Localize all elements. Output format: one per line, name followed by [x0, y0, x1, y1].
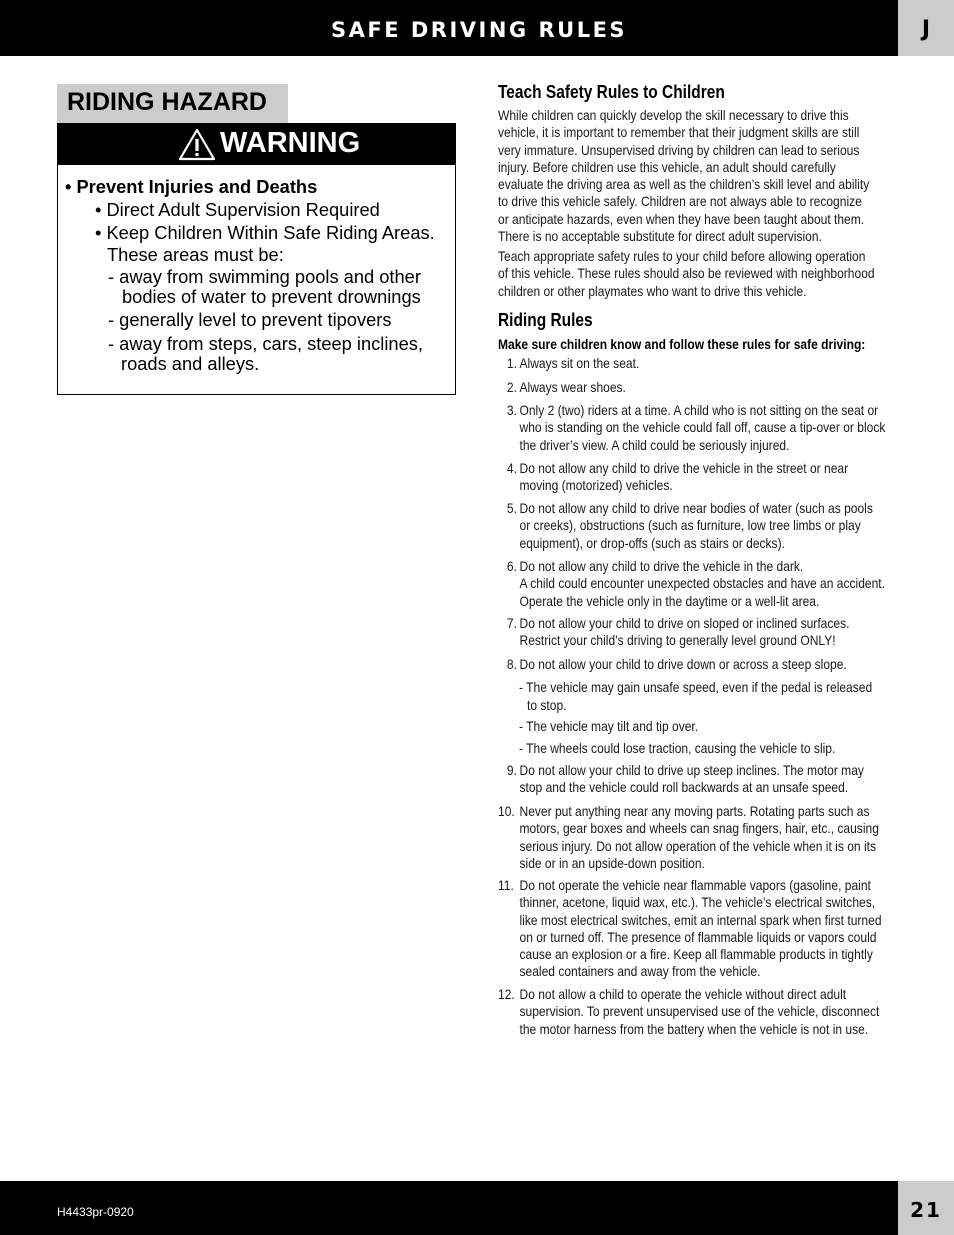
rule-sub-item: - The wheels could lose traction, causing the vehicle to slip.: [519, 740, 836, 756]
warning-line: - away from swimming pools and other: [108, 266, 421, 287]
document-code: H4433pr-0920: [57, 1205, 134, 1219]
warning-line: roads and alleys.: [121, 353, 260, 374]
riding-lead: Make sure children know and follow these rules for safe driving:: [498, 336, 866, 352]
hazard-title: RIDING HAZARD: [67, 88, 267, 116]
warning-triangle-icon: [178, 128, 216, 161]
warning-line: • Direct Adult Supervision Required: [95, 199, 380, 220]
riding-heading: Riding Rules: [498, 310, 593, 330]
page-title: SAFE DRIVING RULES: [331, 18, 628, 42]
warning-line: bodies of water to prevent drownings: [122, 286, 421, 307]
rule-sub-item: to stop.: [527, 697, 567, 713]
section-tab: J: [898, 0, 954, 56]
page-number: 21: [898, 1181, 954, 1235]
warning-line: - away from steps, cars, steep inclines,: [108, 333, 423, 354]
teach-paragraph-2: Teach appropriate safety rules to your child before allowing operation of this vehicle. These rules should also be reviewed with neighborhood children or other playmates who want to drive this vehicle.: [498, 248, 875, 299]
warning-line: These areas must be:: [107, 244, 284, 265]
warning-line: • Prevent Injuries and Deaths: [65, 176, 318, 197]
warning-line: • Keep Children Within Safe Riding Areas.: [95, 222, 435, 243]
teach-heading: Teach Safety Rules to Children: [498, 82, 725, 102]
warning-label: WARNING: [220, 127, 361, 159]
teach-paragraph-1: While children can quickly develop the skill necessary to drive this vehicle, it is important to remember that their judgment skills are still very immature. Unsupervised driving by children can lead to serious injury. Before children use this vehicle, an adult should carefully evaluate the driving area as well as the children’s skill level and ability to drive this vehicle safely. Children are not always able to recognize or anticipate hazards, even when they have been taught about them. There is no acceptable substitute for direct adult supervision.: [498, 107, 870, 245]
warning-line: - generally level to prevent tipovers: [108, 309, 392, 330]
rule-sub-item: - The vehicle may tilt and tip over.: [519, 718, 699, 734]
footer-bar: [0, 1181, 898, 1235]
rule-sub-item: - The vehicle may gain unsafe speed, even if the pedal is released: [519, 679, 873, 695]
